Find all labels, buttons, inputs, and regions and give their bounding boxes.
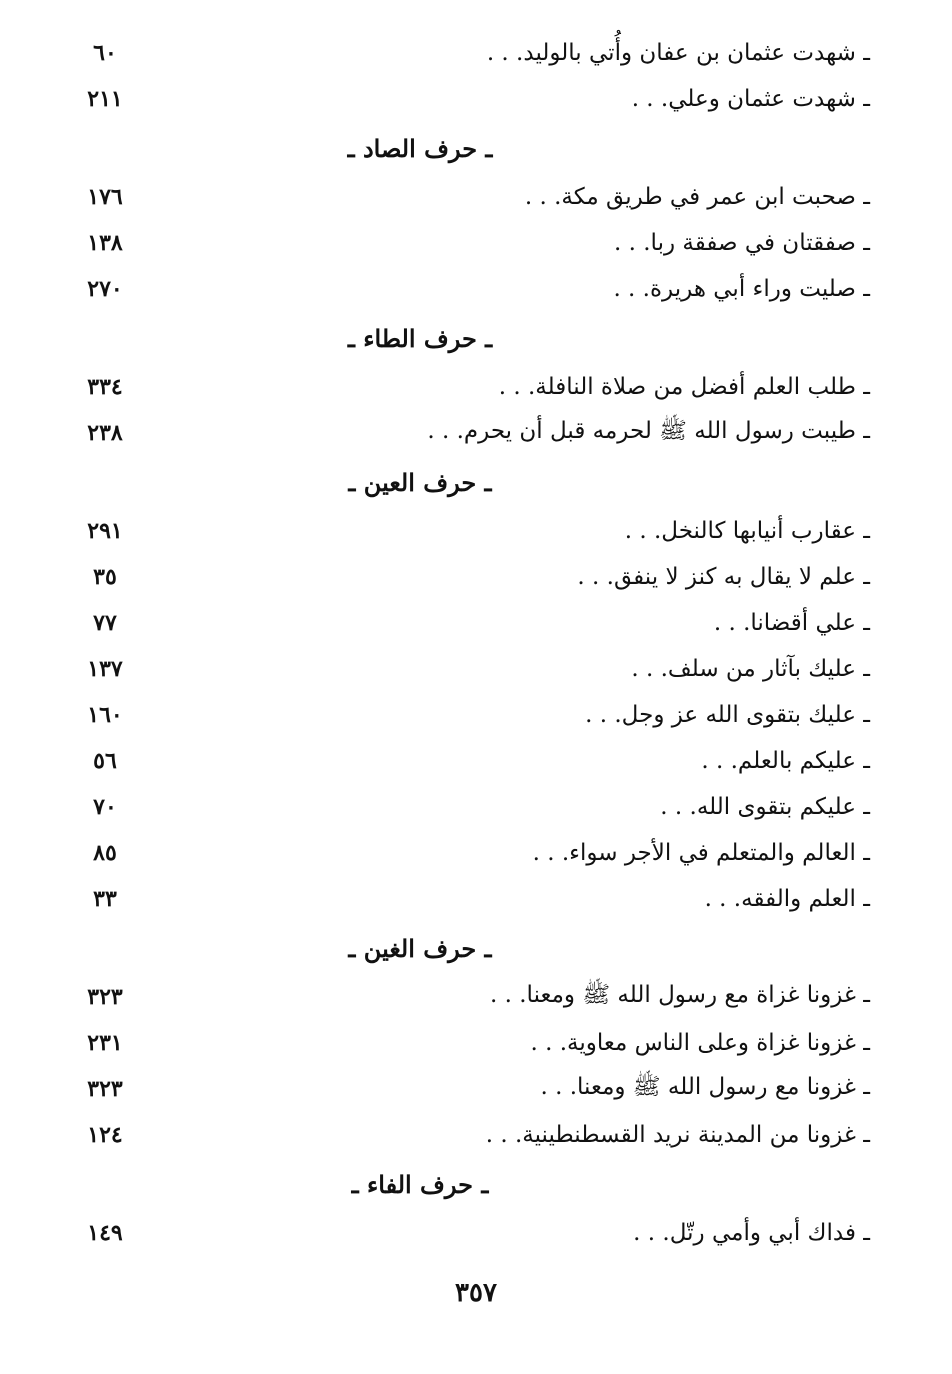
index-entry (80, 646, 870, 692)
entry-text: ـ غزونا من المدينة نريد القسطنطينية. . . (485, 1122, 870, 1148)
entry-page-number-cell (80, 40, 230, 66)
entry-text: ـ طلب العلم أفضل من صلاة النافلة. . . (498, 374, 870, 400)
entry-text: ـ العلم والفقه. . . (704, 886, 870, 912)
entry-page-number-cell (80, 86, 230, 112)
entry-page-number-cell (80, 374, 230, 400)
index-entry (80, 1020, 870, 1066)
page-number: ٣٥٧ (455, 1278, 497, 1308)
entry-page-number: ٦٠ (93, 40, 117, 66)
entry-text: ـ شهدت عثمان بن عفان وأُتي بالوليد. . . (486, 40, 870, 66)
index-entry (80, 1066, 870, 1112)
index-entry (80, 220, 870, 266)
entry-page-number: ١٦٠ (87, 702, 123, 728)
entry-page-number-cell (80, 276, 230, 302)
entry-page-number: ٣٣٤ (87, 374, 123, 400)
entry-page-number: ٢٩١ (87, 518, 123, 544)
entry-page-number-cell (80, 886, 230, 912)
entry-page-number-cell (80, 702, 230, 728)
entry-page-number: ٧٠ (93, 794, 117, 820)
entry-text: ـ العالم والمتعلم في الأجر سواء. . . (532, 840, 870, 866)
entry-text: ـ علي أقضانا. . . (713, 610, 870, 636)
index-entry (80, 76, 870, 122)
entry-page-number: ٢١١ (87, 86, 123, 112)
entry-page-number: ١٢٤ (87, 1122, 123, 1148)
entry-text: ـ عقارب أنيابها كالنخل. . . (624, 518, 870, 544)
entry-text: ـ علم لا يقال به كنز لا ينفق. . . (577, 564, 870, 590)
section-heading: ـ حرف العين ـ (348, 467, 492, 497)
entry-page-number: ٥٦ (93, 748, 117, 774)
entry-text: ـ صليت وراء أبي هريرة. . . (613, 276, 870, 302)
entry-page-number: ٢٣١ (87, 1030, 123, 1056)
entry-page-number: ١٧٦ (87, 184, 123, 210)
entry-page-number: ٧٧ (93, 610, 117, 636)
entry-text: ـ عليكم بتقوى الله. . . (660, 794, 870, 820)
entry-page-number-cell (80, 1220, 230, 1246)
index-entry (80, 738, 870, 784)
entry-page-number: ١٣٧ (87, 656, 123, 682)
section-heading: ـ حرف الغين ـ (348, 933, 492, 963)
entry-text: ـ صحبت ابن عمر في طريق مكة. . . (524, 184, 870, 210)
entry-page-number-cell (80, 984, 230, 1010)
entry-page-number-cell (80, 420, 230, 446)
entry-text: ـ عليك بتقوى الله عز وجل. . . (585, 702, 870, 728)
entry-page-number-cell (80, 230, 230, 256)
entry-text: ـ شهدت عثمان وعلي. . . (631, 86, 870, 112)
entry-page-number: ٣٢٣ (87, 984, 123, 1010)
index-entry (80, 554, 870, 600)
entry-page-number-cell (80, 1030, 230, 1056)
entry-page-number: ٨٥ (93, 840, 117, 866)
entry-page-number: ٣٥ (93, 564, 117, 590)
index-list (80, 30, 870, 1256)
entry-page-number-cell (80, 184, 230, 210)
index-entry (80, 784, 870, 830)
index-entry (80, 876, 870, 922)
entry-page-number-cell (80, 1076, 230, 1102)
index-entry (80, 174, 870, 220)
entry-text: ـ صفقتان في صفقة ربا. . . (614, 230, 870, 256)
entry-page-number-cell (80, 840, 230, 866)
section-heading: ـ حرف الطاء ـ (347, 323, 493, 353)
entry-page-number: ٢٧٠ (87, 276, 123, 302)
index-entry (80, 410, 870, 456)
index-entry (80, 600, 870, 646)
index-entry (80, 692, 870, 738)
entry-page-number: ١٤٩ (87, 1220, 123, 1246)
index-entry (80, 508, 870, 554)
entry-page-number-cell (80, 1122, 230, 1148)
section-heading: ـ حرف الفاء ـ (351, 1169, 489, 1199)
entry-page-number-cell (80, 748, 230, 774)
entry-text: ـ فداك أبي وأمي رتّل. . . (633, 1220, 870, 1246)
entry-page-number-cell (80, 656, 230, 682)
index-entry (80, 30, 870, 76)
entry-page-number: ٣٣ (93, 886, 117, 912)
entry-text: ـ غزونا غزاة وعلى الناس معاوية. . . (530, 1030, 870, 1056)
entry-page-number-cell (80, 610, 230, 636)
index-entry (80, 364, 870, 410)
entry-page-number-cell (80, 518, 230, 544)
index-entry (80, 830, 870, 876)
entry-text: ـ غزونا مع رسول الله ﷺ ومعنا. . . (540, 1074, 870, 1100)
index-entry (80, 974, 870, 1020)
entry-text: ـ طيبت رسول الله ﷺ لحرمه قبل أن يحرم. . . (427, 418, 870, 444)
entry-text: ـ عليكم بالعلم. . . (701, 748, 870, 774)
index-entry (80, 1112, 870, 1158)
entry-page-number-cell (80, 794, 230, 820)
entry-page-number-cell (80, 564, 230, 590)
entry-page-number: ١٣٨ (87, 230, 123, 256)
index-entry (80, 1210, 870, 1256)
entry-text: ـ عليك بآثار من سلف. . . (631, 656, 870, 682)
entry-text: ـ غزونا غزاة مع رسول الله ﷺ ومعنا. . . (490, 982, 870, 1008)
section-heading: ـ حرف الصاد ـ (347, 133, 493, 163)
entry-page-number: ٣٢٣ (87, 1076, 123, 1102)
index-entry (80, 266, 870, 312)
entry-page-number: ٢٣٨ (87, 420, 123, 446)
